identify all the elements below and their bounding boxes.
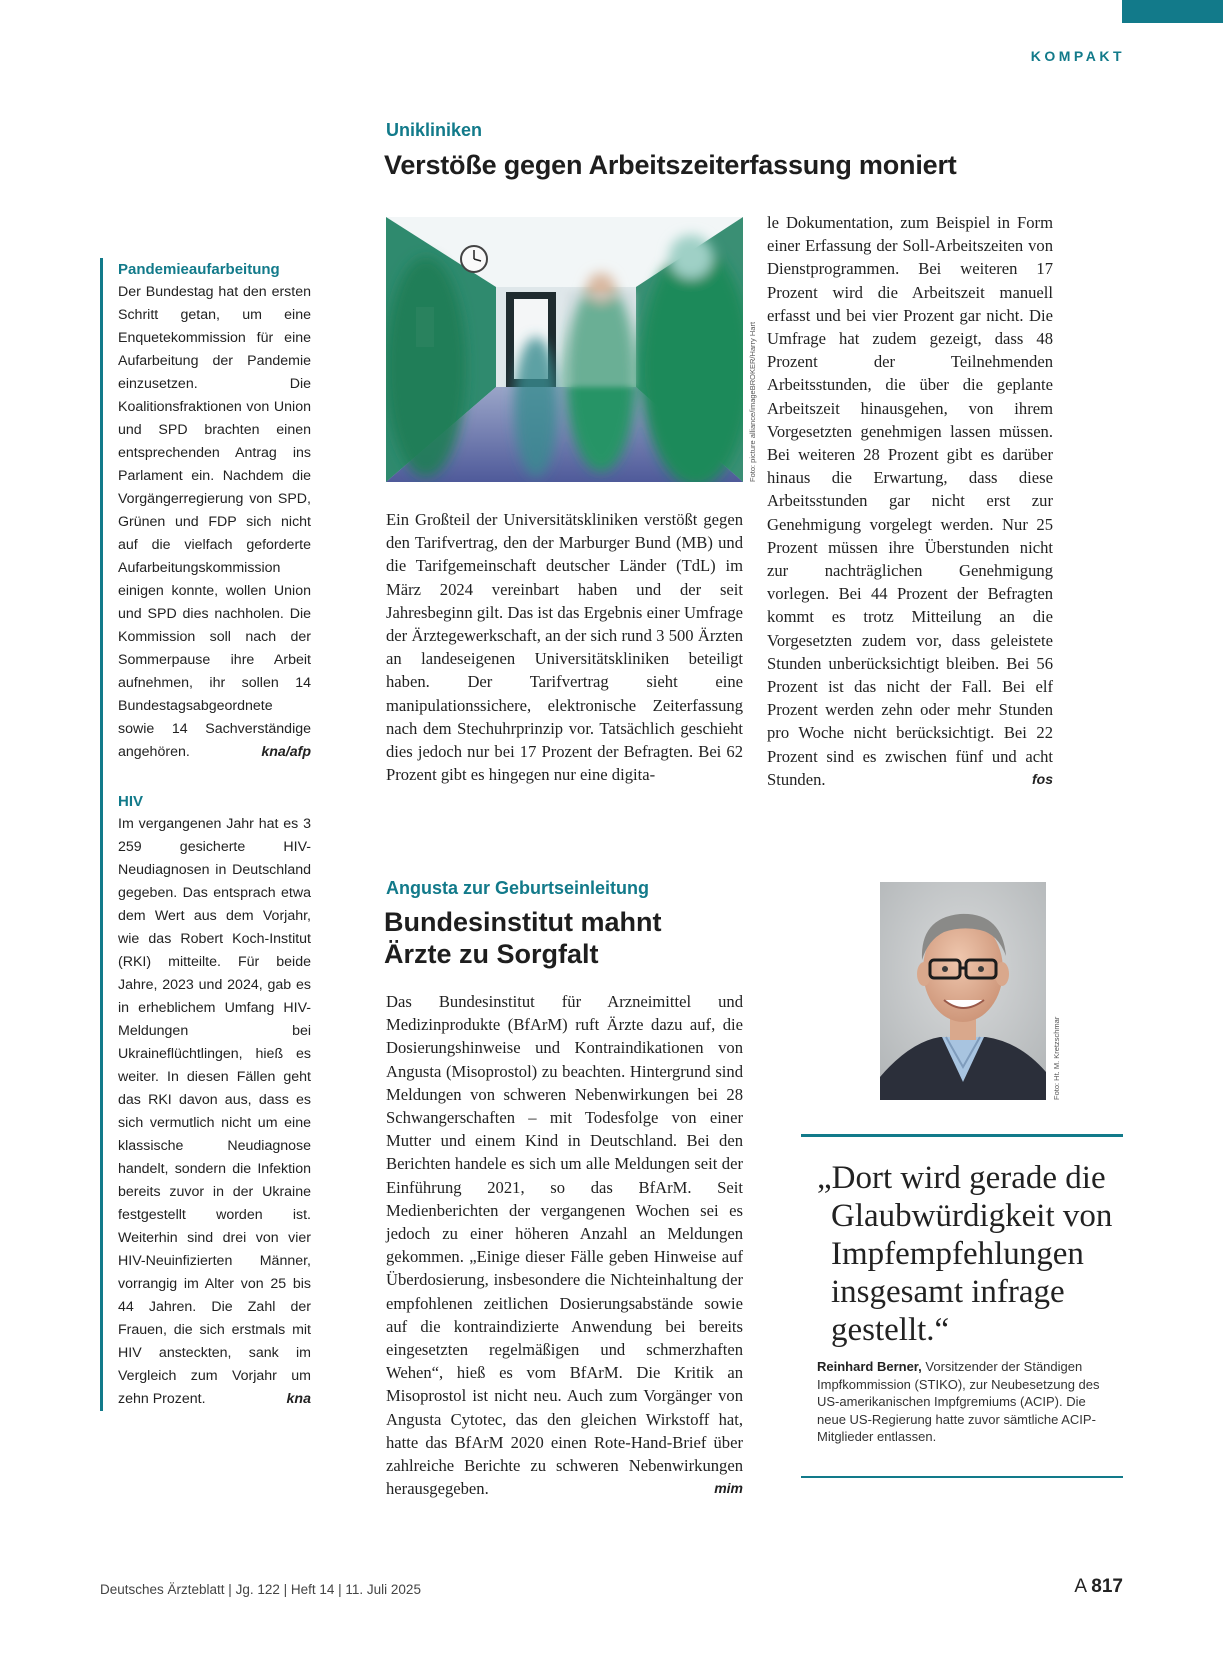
publication-info: Deutsches Ärzteblatt | Jg. 122 | Heft 14 | 11. Juli 2025 xyxy=(100,1582,421,1597)
quote-line: Glaubwürdigkeit von xyxy=(831,1198,1113,1234)
sidebar-text: Im vergangenen Jahr hat es 3 259 gesicherte HIV-Neudiagnosen in Deutschland gegeben. Das entsprach etwa dem Wert aus dem Vorjahr, wie das Robert Koch-Institut (RKI) mitteilte. Für beide Jahre, 2023 und 2024, gab es in erheblichem Umfang HIV-Meldungen bei Ukraineflüchtlingen, hieß es weiter. In diesen Fällen geht das RKI davon aus, dass es sich vermutlich nicht um eine klassische Neudiagnose handelt, sondern die Infektion bereits zuvor in der Ukraine festgestellt worden ist. Weiterhin sind drei von vier HIV-Neuinfizierten Männer, vorrangig im Alter von 25 bis 44 Jahren. Die Zahl der Frauen, die sich erstmals mit HIV ansteckten, sank im Vergleich zum Vorjahr um zehn Prozent. xyxy=(118,816,311,1407)
article-title: Verstöße gegen Arbeitszeiterfassung moniert xyxy=(384,150,957,180)
article-column-2-text: le Dokumentation, zum Beispiel in Form einer Erfassung der Soll-Arbeitszeiten von Dienstprogrammen. Bei weiteren 17 Prozent wird die Arbeitszeit manuell erfasst und bei vier Prozent gar nicht. Die Umfrage hat zudem gezeigt, dass 48 Prozent der Teilnehmenden Arbeitsstunden, die über die geplante Arbeitszeit hinausgehen, von ihrem Vorgesetzten genehmigen lassen müssen. Bei weiteren 28 Prozent gibt es darüber hinaus die Erwartung, dass diese Arbeitsstunden gar nicht erst zur Genehmigung vorgelegt werden. Nur 25 Prozent müssen ihre Überstunden nicht zur nachträglichen Genehmigung vorlegen. Bei 44 Prozent der Befragten kommt es trotz Mitteilung an die Vorgesetzten zudem vor, dass geleistete Stunden unberücksichtigt bleiben. Bei 56 Prozent ist das nicht der Fall. Bei elf Prozent werden zehn oder mehr Stunden pro Woche nicht berücksichtigt. Bei 22 Prozent sind es zwischen fünf und acht Stunden. xyxy=(767,213,1053,789)
quote-line: „Dort wird gerade die xyxy=(817,1160,1106,1196)
page-number-value: 817 xyxy=(1091,1576,1123,1597)
sidebar-item-hiv xyxy=(118,790,311,1411)
article-column-1: Ein Großteil der Universitätskliniken verstößt gegen den Tarifvertrag, den der Marburger Bund (MB) und die Tarifgemeinschaft deutscher Länder (TdL) im März 2024 vereinbart haben und der seit Jahresbeginn gilt. Das ist das Ergebnis einer Umfrage der Ärztegewerkschaft, an der sich rund 3 500 Ärzten an landeseigenen Universitätskliniken beteiligt haben. Der Tarifvertrag sieht eine manipulationssichere, elektronische Zeiterfassung nach dem Stechuhrprinzip vor. Tatsächlich geschieht dies jedoch nur bei 17 Prozent der Befragten. Bei 62 Prozent gibt es hingegen nur eine digita- xyxy=(386,510,743,785)
hospital-corridor-photo xyxy=(386,217,743,482)
corner-accent-bar xyxy=(1122,0,1223,23)
quote-rule-bottom xyxy=(801,1476,1123,1478)
page-number xyxy=(1074,1576,1123,1598)
sidebar-item-pandemic xyxy=(118,258,311,764)
pull-quote xyxy=(817,1159,1137,1349)
quote-rule-top xyxy=(801,1134,1123,1137)
article-body-text: Das Bundesinstitut für Arzneimittel und Medizinprodukte (BfArM) ruft Ärzte dazu auf, die Dosierungshinweise und Kontraindikationen von Angusta (Misoprostol) zu beachten. Hintergrund sind Meldungen von schweren Nebenwirkungen bei 28 Schwangerschaften – mit Todesfolge von einer Mutter und einem Kind in Deutschland. Bei den Berichten handele es sich um alle Meldungen seit der Einführung 2021, so das BfArM. Seit Medienberichten der vergangenen Wochen sei es jedoch zu einer höheren Anzahl an Meldungen gekommen. „Einige dieser Fälle geben Hinweise auf Überdosierung, insbesondere die Nichteinhaltung der empfohlenen zeitlichen Dosierungsabstände sowie auf die kontraindizierte Anwendung bei bereits eingesetzten regelmäßigen und schmerzhaften Wehen“, hieß es vom BfArM. Die Kritik an Misoprostol ist nicht neu. Auch zum Vorgänger von Angusta Cytotec, das den gleichen Wirkstoff hat, hatte das BfArM 2020 einen Rote-Hand-Brief über zahlreiche Berichte zu schweren Nebenwirkungen herausgegeben. xyxy=(386,992,743,1499)
sidebar-heading: HIV xyxy=(118,793,144,810)
photo-credit: Foto: picture alliance/imageBROKER/Harry Hart xyxy=(748,321,757,482)
article-body xyxy=(386,990,743,1500)
article-title xyxy=(384,906,662,970)
source-tag: kna/afp xyxy=(261,744,311,760)
quote-attribution xyxy=(817,1358,1117,1446)
article-kicker: Unikliniken xyxy=(386,120,483,140)
quote-speaker: Reinhard Berner, xyxy=(817,1359,922,1374)
source-tag: kna xyxy=(286,1391,311,1407)
photo-credit: Foto: Ht. M. Kretzschmar xyxy=(1052,1016,1061,1100)
page-prefix: A xyxy=(1074,1576,1087,1597)
article-kicker: Angusta zur Geburtseinleitung xyxy=(386,878,650,898)
quote-line: Impfempfehlungen xyxy=(831,1236,1084,1272)
article-title-line: Bundesinstitut mahnt xyxy=(384,907,662,937)
sidebar-text: Der Bundestag hat den ersten Schritt getan, um eine Enquetekommission für eine Aufarbeitung der Pandemie einzusetzen. Die Koalitionsfraktionen von Union und SPD brachten einen entsprechenden Antrag ins Parlament ein. Nachdem die Vorgängerregierung von SPD, Grünen und FDP sich nicht auf die vielfach geforderte Aufarbeitungskommission einigen konnte, wollen Union und SPD dies nachholen. Die Kommission soll nach der Sommerpause ihre Arbeit aufnehmen, ihr sollen 14 Bundestagsabgeordnete sowie 14 Sachverständige angehören. xyxy=(118,284,311,760)
article-column-2 xyxy=(767,211,1053,791)
source-tag: mim xyxy=(714,1480,743,1497)
quote-line: gestellt.“ xyxy=(831,1312,950,1348)
portrait-photo xyxy=(880,882,1046,1100)
sidebar-heading: Pandemieaufarbeitung xyxy=(118,261,280,278)
quote-attribution-text: Vorsitzender der Ständigen Impfkommission (STIKO), zur Neubesetzung des US-amerikanischen Impfgremiums (ACIP). Die neue US-Regierung hatte zuvor sämtliche ACIP-Mitglieder entlassen. xyxy=(817,1359,1100,1444)
article-title-line: Ärzte zu Sorgfalt xyxy=(384,939,599,969)
quote-line: insgesamt infrage xyxy=(831,1274,1065,1310)
source-tag: fos xyxy=(1032,770,1053,787)
news-sidebar xyxy=(100,258,311,1411)
section-label: KOMPAKT xyxy=(1030,48,1125,64)
